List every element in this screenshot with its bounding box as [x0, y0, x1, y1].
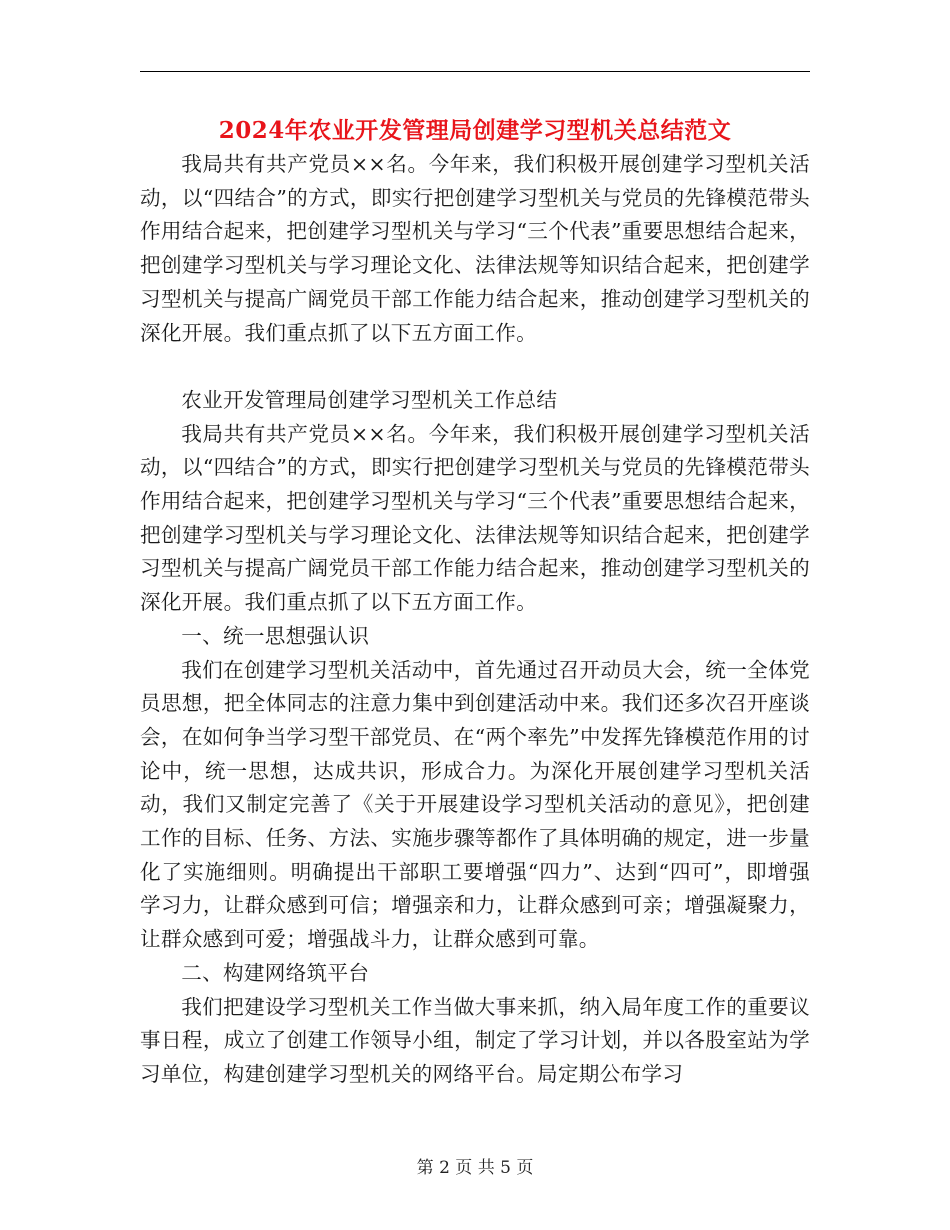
section-paragraph-1: 我们在创建学习型机关活动中，首先通过召开动员大会，统一全体党员思想，把全体同志的注意力集中到创建活动中来。我们还多次召开座谈会，在如何争当学习型干部党员、在“两个率先”中发挥先锋模范作用的讨论中，统一思想，达成共识，形成合力。为深化开展创建学习型机关活动，我们又制定完善了《关于开展建设学习型机关活动的意见》，把创建工作的目标、任务、方法、实施步骤等都作了具体明确的规定，进一步量化了实施细则。明确提出干部职工要增强“四力”、达到“四可”，即增强学习力，让群众感到可信；增强亲和力，让群众感到可亲；增强凝聚力，让群众感到可爱；增强战斗力，让群众感到可靠。 — [140, 657, 810, 952]
header-rule — [140, 71, 810, 72]
document-title: 2024年农业开发管理局创建学习型机关总结范文 — [218, 117, 732, 144]
page-number: 第 2 页 共 5 页 — [416, 1158, 534, 1178]
subtitle: 农业开发管理局创建学习型机关工作总结 — [181, 387, 558, 412]
repeat-paragraph: 我局共有共产党员××名。今年来，我们积极开展创建学习型机关活动，以“四结合”的方式，即实行把创建学习型机关与党员的先锋模范带头作用结合起来，把创建学习型机关与学习“三个代表”重要思想结合起来，把创建学习型机关与学习理论文化、法律法规等知识结合起来，把创建学习型机关与提高广阔党员干部工作能力结合起来，推动创建学习型机关的深化开展。我们重点抓了以下五方面工作。 — [140, 421, 810, 615]
blank-line — [140, 350, 810, 384]
intro-paragraph: 我局共有共产党员××名。今年来，我们积极开展创建学习型机关活动，以“四结合”的方式，即实行把创建学习型机关与党员的先锋模范带头作用结合起来，把创建学习型机关与学习“三个代表”重要思想结合起来，把创建学习型机关与学习理论文化、法律法规等知识结合起来，把创建学习型机关与提高广阔党员干部工作能力结合起来，推动创建学习型机关的深化开展。我们重点抓了以下五方面工作。 — [140, 152, 810, 345]
section-heading-2: 二、构建网络筑平台 — [181, 960, 370, 985]
section-heading-1: 一、统一思想强认识 — [181, 623, 370, 648]
document-body — [140, 148, 810, 1092]
section-paragraph-2: 我们把建设学习型机关工作当做大事来抓，纳入局年度工作的重要议事日程，成立了创建工作领导小组，制定了学习计划，并以各股室站为学习单位，构建创建学习型机关的网络平台。局定期公布学习 — [140, 994, 810, 1086]
